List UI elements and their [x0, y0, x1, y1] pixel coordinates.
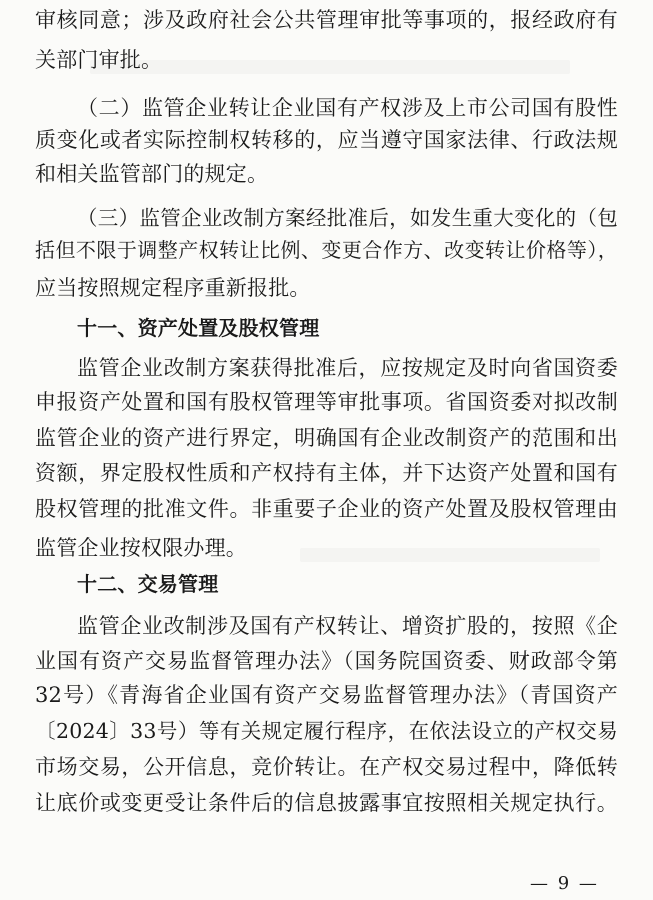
section-heading: 十二、交易管理	[77, 572, 219, 596]
text-line: 监管企业改制方案获得批准后，应按规定及时向省国资委	[77, 356, 618, 380]
text-line: 质变化或者实际控制权转移的，应当遵守国家法律、行政法规	[35, 128, 618, 152]
text-line: 32号）《青海省企业国有资产交易监督管理办法》（青国资产	[35, 683, 618, 707]
text-line: 监管企业按权限办理。	[35, 536, 247, 560]
text-line: 和相关监管部门的规定。	[35, 162, 269, 186]
text-line: 监管企业的资产进行界定，明确国有企业改制资产的范围和出	[35, 426, 618, 450]
text-line: 〔2024〕33号）等有关规定履行程序，在依法设立的产权交易	[35, 719, 618, 743]
text-line: 资额，界定股权性质和产权持有主体，并下达资产处置和国有	[35, 461, 618, 485]
text-line: 市场交易，公开信息，竞价转让。在产权交易过程中，降低转	[35, 755, 618, 779]
text-line: 审核同意；涉及政府社会公共管理审批等事项的，报经政府有	[35, 8, 618, 32]
text-line: 应当按照规定程序重新报批。	[35, 276, 311, 300]
section-heading: 十一、资产处置及股权管理	[77, 316, 320, 340]
text-line: 关部门审批。	[35, 48, 163, 72]
text-line: 括但不限于调整产权转让比例、变更合作方、改变转让价格等），	[35, 238, 618, 262]
text-line: 业国有资产交易监督管理办法》（国务院国资委、财政部令第	[35, 649, 618, 673]
text-line: 让底价或变更受让条件后的信息披露事宜按照相关规定执行。	[35, 791, 618, 815]
page-number: — 9 —	[530, 873, 599, 894]
text-line: （二）监管企业转让企业国有产权涉及上市公司国有股性	[77, 96, 618, 120]
text-line: 监管企业改制涉及国有产权转让、增资扩股的，按照《企	[77, 614, 618, 638]
text-line: 股权管理的批准文件。非重要子企业的资产处置及股权管理由	[35, 497, 618, 521]
text-line: 申报资产处置和国有股权管理等审批事项。省国资委对拟改制	[35, 390, 618, 414]
text-line: （三）监管企业改制方案经批准后，如发生重大变化的（包	[77, 206, 618, 230]
